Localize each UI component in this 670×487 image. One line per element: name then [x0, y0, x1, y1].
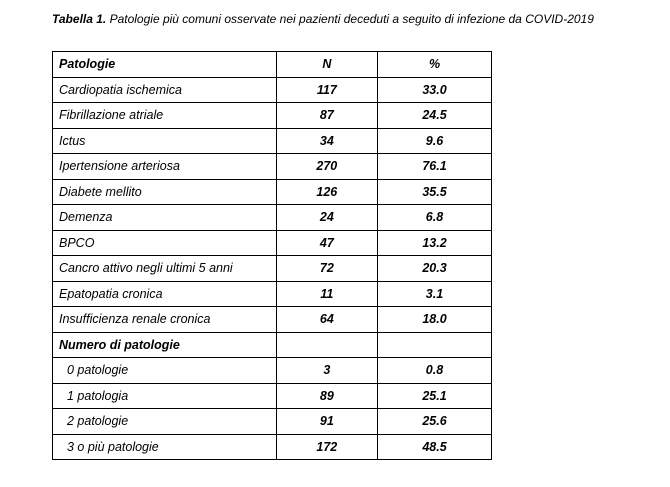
- table-row: [53, 230, 492, 256]
- header-n: N: [276, 52, 377, 78]
- row-percent: 6.8: [378, 205, 492, 231]
- row-percent: 3.1: [378, 281, 492, 307]
- table-row: [53, 307, 492, 333]
- group-row-percent: 25.1: [378, 383, 492, 409]
- caption-label: Tabella 1.: [52, 12, 107, 26]
- header-pathologies: Patologie: [53, 52, 277, 78]
- header-percent: %: [378, 52, 492, 78]
- row-n: 270: [276, 154, 377, 180]
- group-row-name: 1 patologia: [53, 383, 277, 409]
- row-percent: 24.5: [378, 103, 492, 129]
- row-n: 87: [276, 103, 377, 129]
- group-n-empty: [276, 332, 377, 358]
- group-row: [53, 358, 492, 384]
- row-n: 47: [276, 230, 377, 256]
- row-name: Demenza: [53, 205, 277, 231]
- group-row: [53, 409, 492, 435]
- group-title: Numero di patologie: [53, 332, 277, 358]
- row-name: Ictus: [53, 128, 277, 154]
- row-percent: 20.3: [378, 256, 492, 282]
- row-percent: 33.0: [378, 77, 492, 103]
- row-n: 72: [276, 256, 377, 282]
- row-name: Fibrillazione atriale: [53, 103, 277, 129]
- table-row: [53, 154, 492, 180]
- table-row: [53, 103, 492, 129]
- row-name: Diabete mellito: [53, 179, 277, 205]
- group-row: [53, 383, 492, 409]
- row-n: 34: [276, 128, 377, 154]
- row-n: 24: [276, 205, 377, 231]
- row-name: Cardiopatia ischemica: [53, 77, 277, 103]
- row-name: Cancro attivo negli ultimi 5 anni: [53, 256, 277, 282]
- row-name: Ipertensione arteriosa: [53, 154, 277, 180]
- table-caption: [52, 12, 594, 26]
- table-row: [53, 77, 492, 103]
- row-name: BPCO: [53, 230, 277, 256]
- table-row: [53, 205, 492, 231]
- caption-text: Patologie più comuni osservate nei pazienti deceduti a seguito di infezione da COVID-2019: [106, 12, 594, 26]
- group-row-percent: 25.6: [378, 409, 492, 435]
- row-percent: 76.1: [378, 154, 492, 180]
- group-row-n: 3: [276, 358, 377, 384]
- group-row-name: 0 patologie: [53, 358, 277, 384]
- row-percent: 18.0: [378, 307, 492, 333]
- row-n: 126: [276, 179, 377, 205]
- table-row: [53, 128, 492, 154]
- row-name: Insufficienza renale cronica: [53, 307, 277, 333]
- group-row-name: 3 o più patologie: [53, 434, 277, 460]
- row-n: 11: [276, 281, 377, 307]
- row-n: 117: [276, 77, 377, 103]
- table-header-row: [53, 52, 492, 78]
- group-row-percent: 48.5: [378, 434, 492, 460]
- group-row-n: 172: [276, 434, 377, 460]
- table-row: [53, 281, 492, 307]
- table-row: [53, 179, 492, 205]
- row-percent: 35.5: [378, 179, 492, 205]
- group-row: [53, 434, 492, 460]
- group-row-percent: 0.8: [378, 358, 492, 384]
- group-row-n: 91: [276, 409, 377, 435]
- row-name: Epatopatia cronica: [53, 281, 277, 307]
- group-row-name: 2 patologie: [53, 409, 277, 435]
- group-percent-empty: [378, 332, 492, 358]
- pathologies-table: [52, 51, 492, 460]
- group-header-row: [53, 332, 492, 358]
- row-percent: 13.2: [378, 230, 492, 256]
- group-row-n: 89: [276, 383, 377, 409]
- table-row: [53, 256, 492, 282]
- row-percent: 9.6: [378, 128, 492, 154]
- row-n: 64: [276, 307, 377, 333]
